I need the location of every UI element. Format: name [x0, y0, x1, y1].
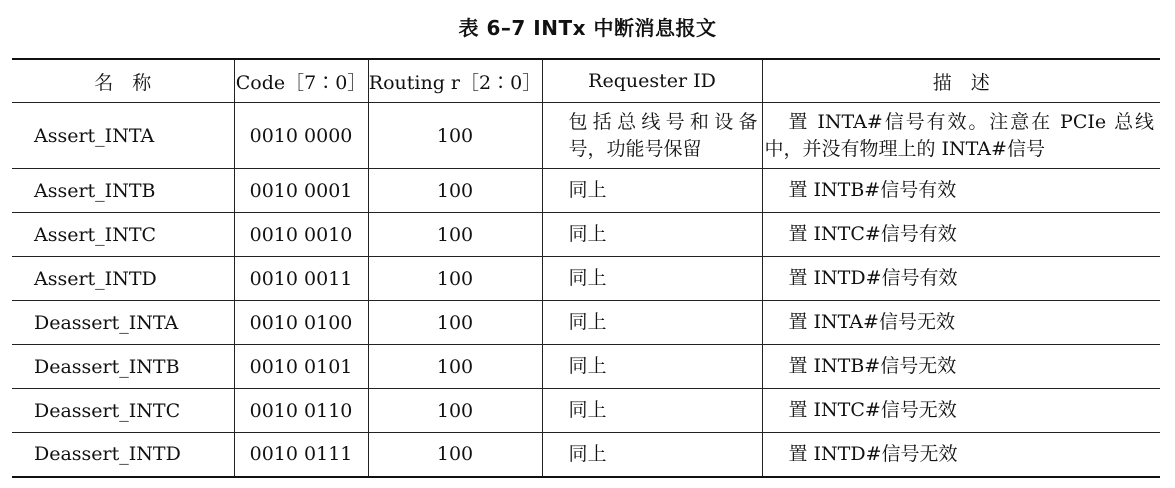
cell-name: Assert_INTB [12, 169, 234, 213]
cell-description: 置 INTB#信号有效 [762, 169, 1160, 213]
header-code: Code［7∶0］ [234, 59, 368, 103]
cell-code: 0010 0001 [234, 169, 368, 213]
table-caption: 表 6–7 INTx 中断消息报文 [458, 16, 717, 40]
cell-requester-id: 同上 [542, 257, 762, 301]
cell-description: 置 INTA#信号无效 [762, 301, 1160, 345]
cell-name: Assert_INTC [12, 213, 234, 257]
cell-description: 置 INTA#信号有效。注意在 PCIe 总线中，并没有物理上的 INTA#信号 [762, 103, 1160, 169]
cell-routing: 100 [368, 345, 542, 389]
cell-requester-id: 同上 [542, 433, 762, 477]
cell-name: Assert_INTA [12, 103, 234, 169]
cell-routing: 100 [368, 257, 542, 301]
cell-requester-id: 同上 [542, 169, 762, 213]
cell-requester-id: 同上 [542, 389, 762, 433]
table-row [12, 433, 1160, 477]
cell-description: 置 INTB#信号无效 [762, 345, 1160, 389]
cell-routing: 100 [368, 213, 542, 257]
cell-requester-id: 包括总线号和设备号，功能号保留 [542, 103, 762, 169]
cell-code: 0010 0111 [234, 433, 368, 477]
cell-code: 0010 0100 [234, 301, 368, 345]
table-row [12, 257, 1160, 301]
cell-routing: 100 [368, 169, 542, 213]
cell-name: Deassert_INTD [12, 433, 234, 477]
cell-routing: 100 [368, 301, 542, 345]
table-header-row [12, 59, 1160, 103]
header-name: 名 称 [12, 59, 234, 103]
cell-description: 置 INTC#信号有效 [762, 213, 1160, 257]
cell-requester-id: 同上 [542, 301, 762, 345]
cell-routing: 100 [368, 103, 542, 169]
cell-code: 0010 0101 [234, 345, 368, 389]
cell-description: 置 INTD#信号有效 [762, 257, 1160, 301]
table-row [12, 169, 1160, 213]
cell-requester-id: 同上 [542, 213, 762, 257]
table-row [12, 345, 1160, 389]
cell-name: Deassert_INTA [12, 301, 234, 345]
header-requester-id: Requester ID [542, 59, 762, 103]
cell-code: 0010 0011 [234, 257, 368, 301]
header-routing: Routing r［2∶0］ [368, 59, 542, 103]
cell-name: Assert_INTD [12, 257, 234, 301]
table-row [12, 103, 1160, 169]
cell-description: 置 INTD#信号无效 [762, 433, 1160, 477]
table-row [12, 301, 1160, 345]
cell-description: 置 INTC#信号无效 [762, 389, 1160, 433]
table-row [12, 389, 1160, 433]
table-row [12, 213, 1160, 257]
intx-message-table [12, 58, 1160, 478]
cell-name: Deassert_INTB [12, 345, 234, 389]
cell-name: Deassert_INTC [12, 389, 234, 433]
header-description: 描 述 [762, 59, 1160, 103]
cell-code: 0010 0000 [234, 103, 368, 169]
cell-requester-id: 同上 [542, 345, 762, 389]
cell-code: 0010 0010 [234, 213, 368, 257]
cell-routing: 100 [368, 389, 542, 433]
cell-code: 0010 0110 [234, 389, 368, 433]
cell-routing: 100 [368, 433, 542, 477]
